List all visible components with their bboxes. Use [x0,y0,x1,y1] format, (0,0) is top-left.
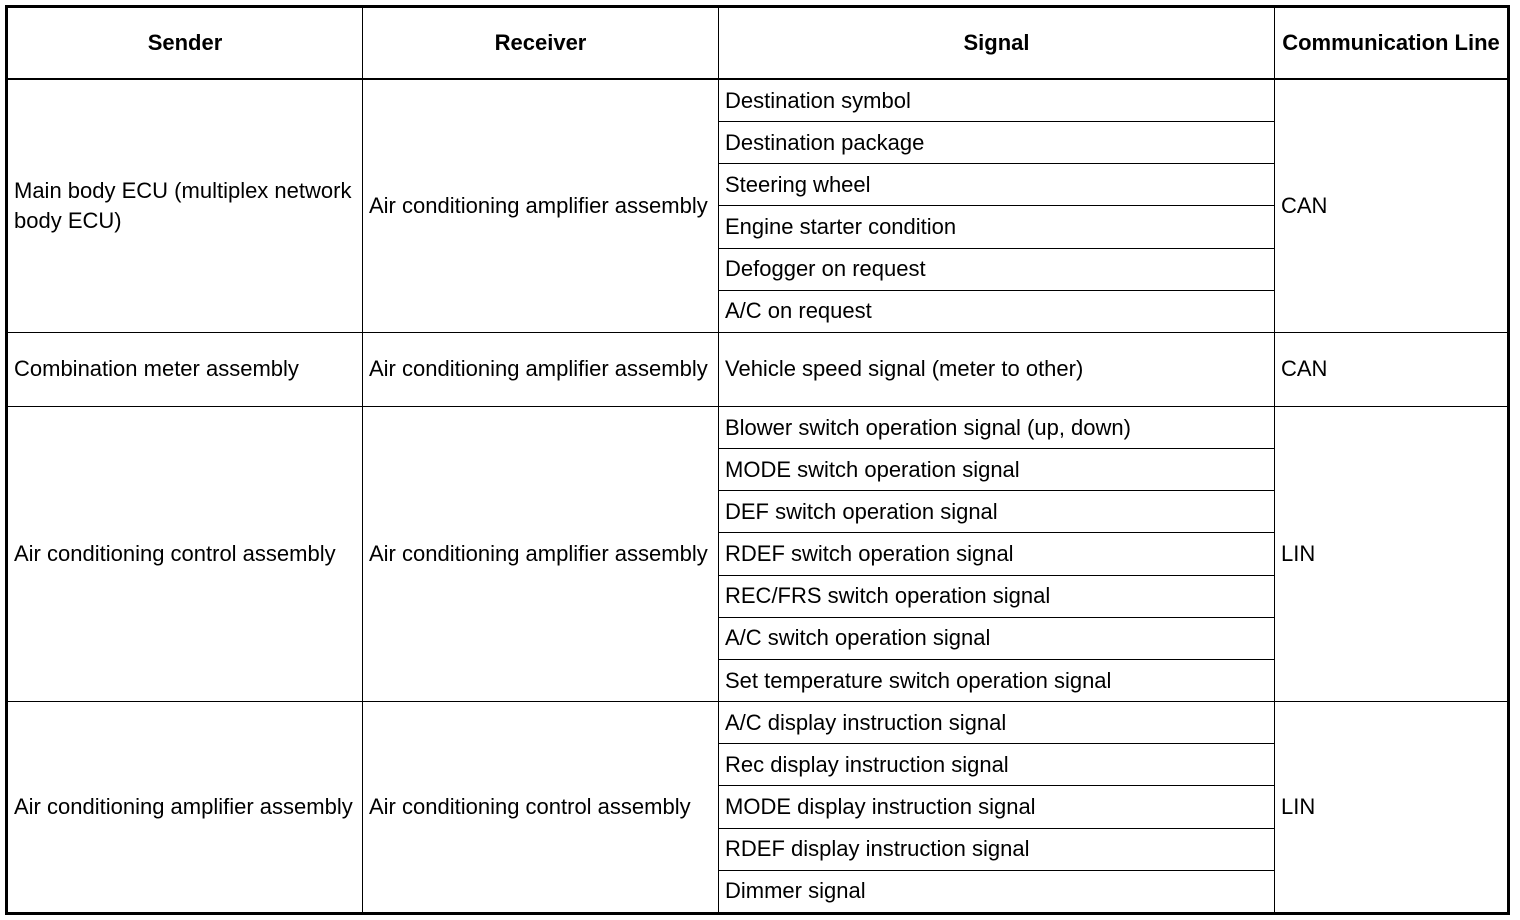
signal-cell: REC/FRS switch operation signal [719,575,1275,617]
sender-cell: Air conditioning amplifier assembly [7,702,363,914]
communication-line-cell: LIN [1275,702,1509,914]
table-row [7,702,1509,744]
signal-cell: Set temperature switch operation signal [719,659,1275,701]
signal-cell: Dimmer signal [719,870,1275,913]
signal-cell: A/C on request [719,290,1275,332]
table-row [7,79,1509,122]
receiver-cell: Air conditioning control assembly [363,702,719,914]
signal-cell: MODE switch operation signal [719,449,1275,491]
signal-cell: Vehicle speed signal (meter to other) [719,332,1275,406]
receiver-cell: Air conditioning amplifier assembly [363,406,719,701]
signal-cell: Rec display instruction signal [719,744,1275,786]
signal-cell: Destination symbol [719,79,1275,122]
header-sender: Sender [7,7,363,80]
signal-cell: Blower switch operation signal (up, down) [719,406,1275,448]
table-header [7,7,1509,80]
table-row [7,332,1509,406]
receiver-cell: Air conditioning amplifier assembly [363,79,719,332]
signal-cell: RDEF switch operation signal [719,533,1275,575]
sender-cell: Combination meter assembly [7,332,363,406]
table-row [7,406,1509,448]
header-row [7,7,1509,80]
sender-cell: Air conditioning control assembly [7,406,363,701]
communication-table [5,5,1510,915]
receiver-cell: Air conditioning amplifier assembly [363,332,719,406]
signal-cell: A/C switch operation signal [719,617,1275,659]
communication-line-cell: CAN [1275,79,1509,332]
communication-line-cell: LIN [1275,406,1509,701]
header-communication-line: Communication Line [1275,7,1509,80]
signal-cell: RDEF display instruction signal [719,828,1275,870]
communication-line-cell: CAN [1275,332,1509,406]
signal-cell: Steering wheel [719,164,1275,206]
sender-cell: Main body ECU (multiplex network body ECU) [7,79,363,332]
signal-cell: Engine starter condition [719,206,1275,248]
table-body [7,79,1509,914]
signal-cell: Defogger on request [719,248,1275,290]
communication-table-container [5,5,1507,915]
signal-cell: Destination package [719,122,1275,164]
signal-cell: DEF switch operation signal [719,491,1275,533]
signal-cell: A/C display instruction signal [719,702,1275,744]
header-signal: Signal [719,7,1275,80]
header-receiver: Receiver [363,7,719,80]
signal-cell: MODE display instruction signal [719,786,1275,828]
